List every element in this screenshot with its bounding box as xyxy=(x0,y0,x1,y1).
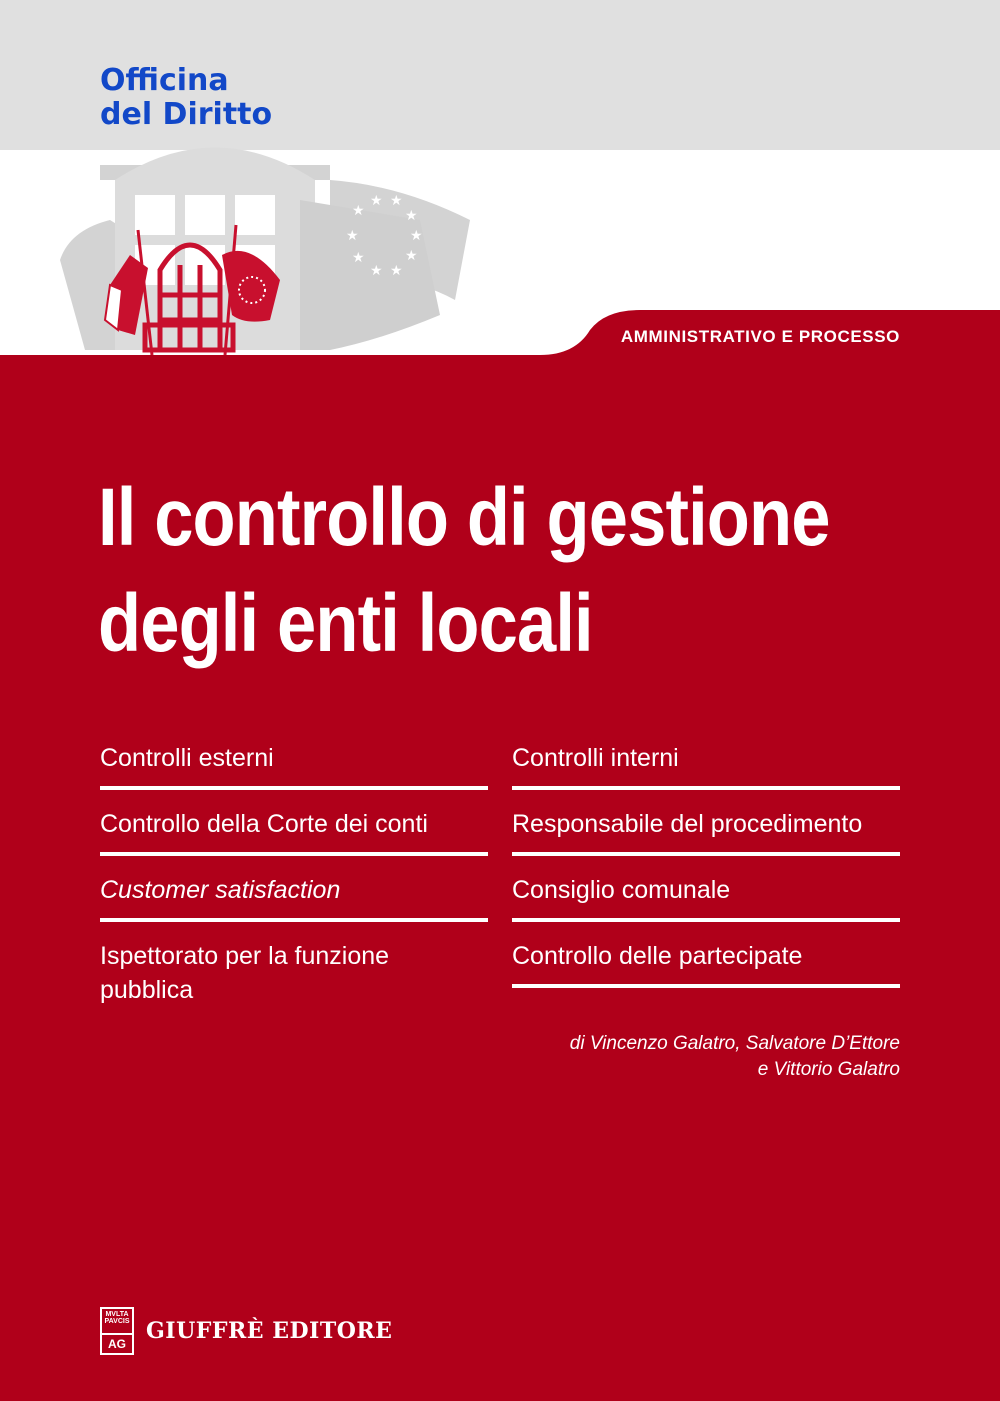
divider xyxy=(512,786,900,790)
divider xyxy=(512,852,900,856)
publisher-logo-initials: AG xyxy=(108,1337,126,1351)
series-line-1: Officina xyxy=(100,63,229,98)
title-line-1: Il controllo di gestione xyxy=(98,472,830,563)
divider xyxy=(512,984,900,988)
topic-item: Ispettorato per la funzione pubblica xyxy=(100,942,390,1004)
topic-item: Controllo delle partecipate xyxy=(512,942,803,970)
svg-text:★: ★ xyxy=(405,207,418,223)
publisher xyxy=(100,1305,392,1357)
topic-item: Consiglio comunale xyxy=(512,876,731,904)
divider xyxy=(512,918,900,922)
svg-text:★: ★ xyxy=(405,247,418,263)
svg-text:★: ★ xyxy=(346,227,359,243)
topic-item: Controlli interni xyxy=(512,744,679,772)
authors-line-1: di Vincenzo Galatro, Salvatore D’Ettore xyxy=(569,1033,900,1054)
authors xyxy=(480,1031,900,1083)
topic-item: Controllo della Corte dei conti xyxy=(100,810,428,838)
divider xyxy=(100,918,488,922)
svg-text:★: ★ xyxy=(370,262,383,278)
authors-line-2: e Vittorio Galatro xyxy=(757,1059,900,1080)
series-line-2: del Diritto xyxy=(100,97,273,132)
topic-item: Controlli esterni xyxy=(100,744,274,772)
divider xyxy=(100,852,488,856)
topic-item: Responsabile del procedimento xyxy=(512,810,863,838)
publisher-logo xyxy=(100,1307,134,1355)
divider xyxy=(100,786,488,790)
topics-right xyxy=(512,738,900,1002)
publisher-logo-motto: MVLTA PAVCIS xyxy=(102,1309,132,1335)
svg-text:★: ★ xyxy=(410,227,423,243)
svg-text:★: ★ xyxy=(390,192,403,208)
svg-text:★: ★ xyxy=(370,192,383,208)
book-title xyxy=(98,465,838,677)
svg-text:★: ★ xyxy=(352,249,365,265)
topic-item: Customer satisfaction xyxy=(100,876,341,904)
topics-left xyxy=(100,738,488,1007)
series-name xyxy=(100,64,272,132)
title-line-2: degli enti locali xyxy=(98,578,593,669)
svg-text:★: ★ xyxy=(352,202,365,218)
category-label: AMMINISTRATIVO E PROCESSO xyxy=(620,327,900,346)
publisher-name: GIUFFRÈ EDITORE xyxy=(146,1318,393,1344)
svg-text:★: ★ xyxy=(390,262,403,278)
